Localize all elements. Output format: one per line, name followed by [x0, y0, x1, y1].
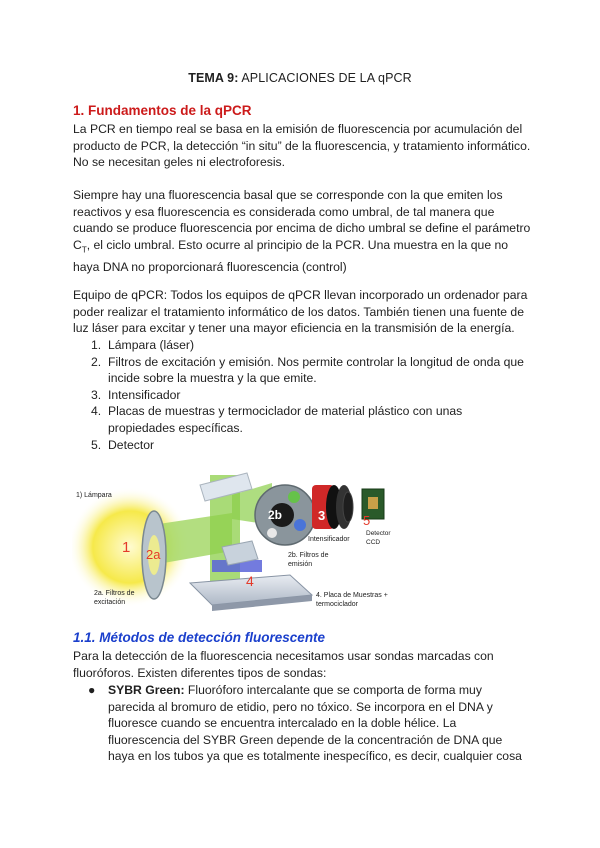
list-number: 3.	[91, 387, 102, 402]
list-item	[73, 337, 533, 354]
bullet-icon: ●	[88, 683, 96, 697]
list-item	[73, 403, 533, 436]
label-emission-filters-2: emisión	[288, 561, 313, 568]
text-line: Equipo de qPCR: Todos los equipos de qPCR llevan incorporado un ordenador para	[73, 288, 528, 302]
list-text: propiedades específicas.	[108, 420, 243, 435]
filter-hole-white	[267, 528, 277, 538]
text-line: No se necesitan geles ni electroforesis.	[73, 155, 286, 170]
label-detector-1: Detector	[366, 530, 391, 537]
label-excitation-filters-2: excitación	[94, 599, 126, 606]
figure-number-4: 4	[246, 573, 254, 589]
list-item	[73, 387, 533, 404]
bullet-line: haya en los tubos ya que es totalmente inespecífico, es decir, cualquier cosa	[108, 749, 522, 764]
qpcr-equipment-figure	[72, 455, 402, 617]
label-excitation-filters-1: 2a. Filtros de	[94, 590, 135, 597]
figure-number-5: 5	[363, 513, 371, 528]
figure-number-3: 3	[318, 508, 326, 523]
list-number: 1.	[91, 338, 102, 352]
intensifier-face	[343, 492, 353, 522]
figure-number-1: 1	[122, 539, 131, 556]
label-emission-filters-1: 2b. Filtros de	[288, 552, 329, 559]
list-item	[73, 354, 533, 387]
list-text: Intensificador	[108, 387, 181, 402]
text-line: reactivos y esa fluorescencia es considerada como umbral, de tal manera que	[73, 204, 495, 219]
bullet-term: SYBR Green:	[108, 683, 185, 697]
text-line-ct	[73, 237, 533, 259]
label-intensifier: Intensificador	[308, 536, 350, 543]
figure-number-2b: 2b	[268, 508, 283, 522]
list-item	[73, 437, 533, 454]
document-title	[0, 71, 600, 85]
filter-hole-blue	[294, 519, 306, 531]
list-number: 4.	[91, 404, 102, 419]
ct-rest: , el ciclo umbral. Esto ocurre al principio de la PCR. Una muestra en la que no	[86, 237, 509, 252]
bullet-first-text: Fluoróforo intercalante que se comporta de forma muy	[184, 683, 482, 697]
paragraph-pcr-intro	[73, 121, 533, 171]
section-1-heading: 1. Fundamentos de la qPCR	[73, 103, 252, 118]
list-text: Filtros de excitación y emisión. Nos permite controlar la longitud de onda que	[108, 354, 524, 369]
bullet-content	[73, 682, 543, 765]
bullet-line: parecida al bromuro de etidio, pero no tóxico. Se incorpora en el DNA y	[108, 699, 493, 714]
text-line: La PCR en tiempo real se basa en la emisión de fluorescencia por acumulación del	[73, 122, 523, 136]
list-text: Placas de muestras y termociclador de material plástico con unas	[108, 404, 463, 419]
figure-number-2a: 2a	[146, 547, 161, 562]
ccd-chip	[368, 497, 378, 509]
filter-hole-green	[288, 491, 300, 503]
text-line: Para la detección de la fluorescencia necesitamos usar sondas marcadas con	[73, 649, 494, 663]
sybr-green-bullet	[73, 682, 543, 765]
list-text: Lámpara (láser)	[108, 338, 195, 352]
label-plate-1: 4. Placa de Muestras +	[316, 592, 388, 599]
list-number: 2.	[91, 354, 102, 369]
bullet-first-line	[108, 682, 543, 699]
list-text: incide sobre la muestra y la que emite.	[108, 371, 317, 386]
text-line: haya DNA no proporcionará fluorescencia (control)	[73, 259, 347, 274]
label-plate-2: termociclador	[316, 601, 359, 608]
paragraph-fluorescence-threshold	[73, 187, 533, 275]
bullet-line: fluorescencia del SYBR Green depende de la concentración de DNA que	[108, 732, 503, 747]
text-line: Siempre hay una fluorescencia basal que se corresponde con la que emiten los	[73, 188, 503, 202]
ct-subscript: T	[81, 245, 87, 255]
label-lamp: 1) Lámpara	[76, 492, 112, 499]
equipment-list	[73, 337, 533, 453]
section-1-1-heading: 1.1. Métodos de detección fluorescente	[73, 630, 326, 645]
ct-c: C	[73, 237, 82, 252]
title-rest: APLICACIONES DE LA qPCR	[238, 71, 412, 85]
paragraph-fluorescent-probes	[73, 648, 533, 681]
text-line: cuando se produce fluorescencia por encima de dicho umbral se define el parámetro	[73, 221, 531, 236]
list-number: 5.	[91, 437, 102, 452]
list-text: Detector	[108, 437, 155, 452]
paragraph-equipment	[73, 287, 533, 337]
label-detector-2: CCD	[366, 539, 381, 546]
text-line: fluoróforos. Existen diferentes tipos de sondas:	[73, 665, 327, 680]
text-line: luz láser para excitar y tener una mayor eficiencia en la transmisión de la energía.	[73, 321, 515, 336]
bullet-line: fluoresce cuando se encuentra intercalado en la doble hélice. La	[108, 716, 457, 731]
text-line: poder realizar el tratamiento informático de los datos. También tienen una fuente de	[73, 304, 524, 319]
text-line: producto de PCR, la detección “in situ” de la fluorescencia, y tratamiento informático.	[73, 138, 531, 153]
title-bold: TEMA 9:	[188, 71, 239, 85]
